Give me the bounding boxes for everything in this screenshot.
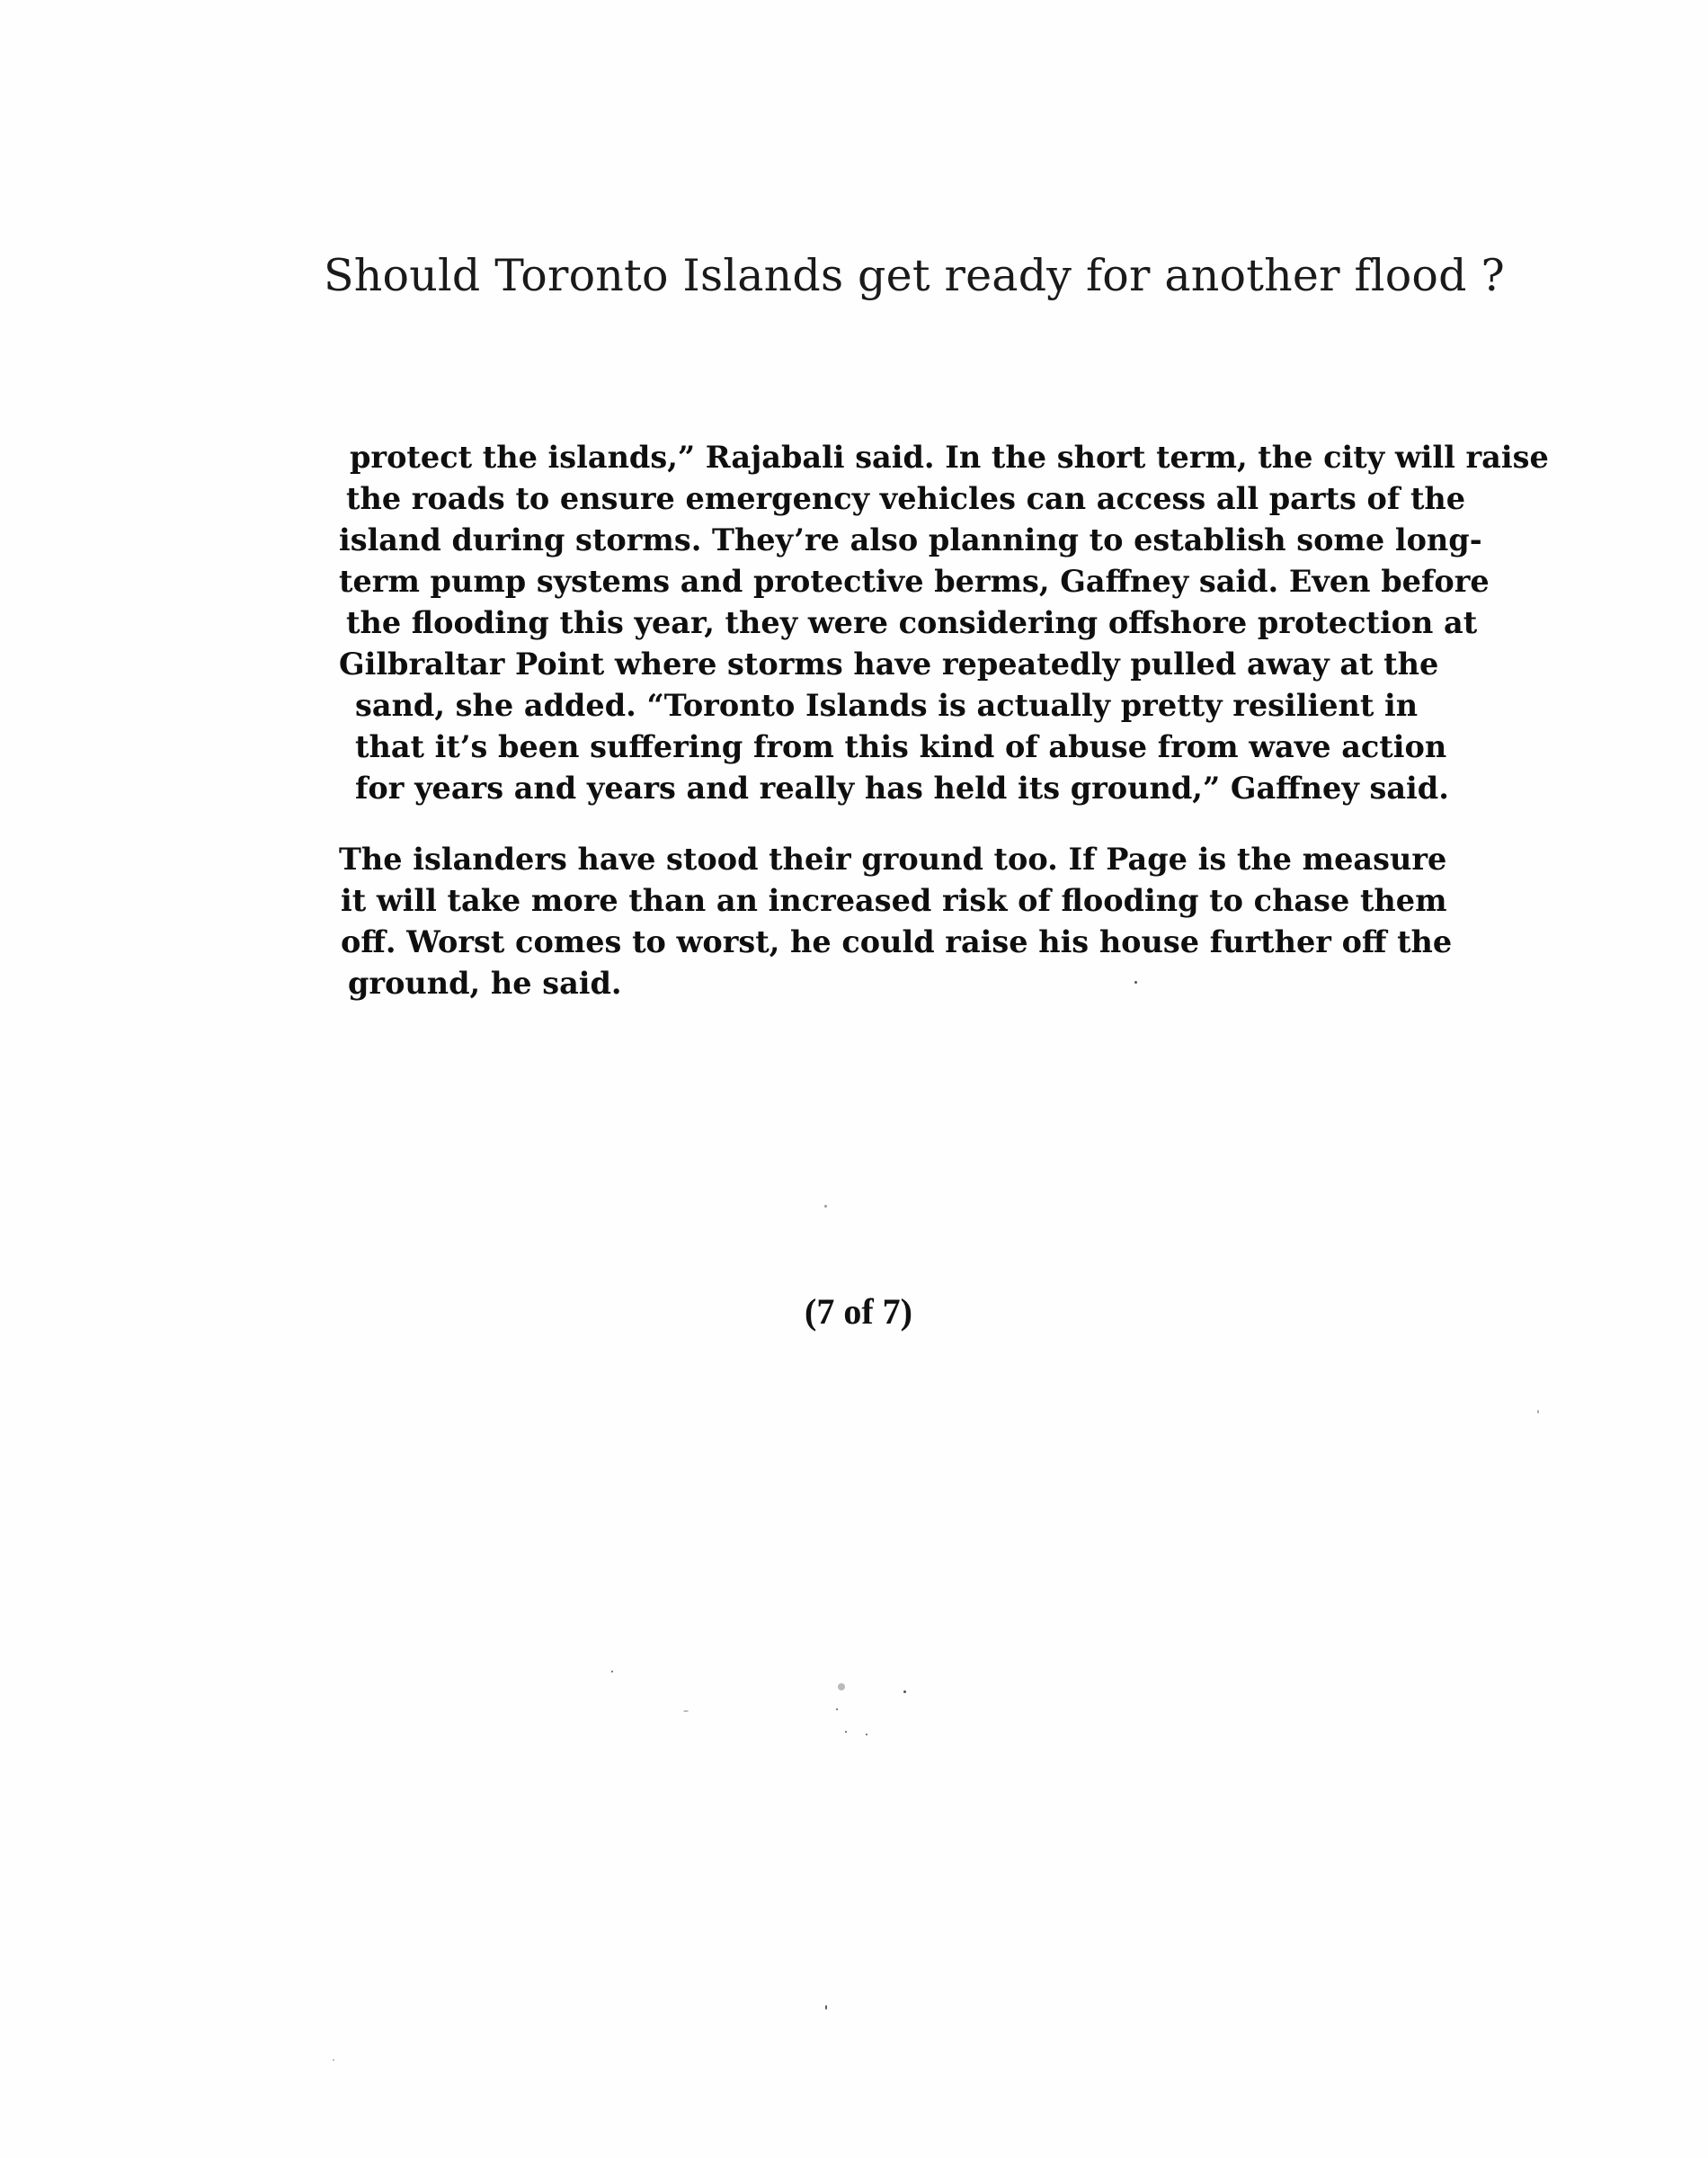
paragraph-1 bbox=[337, 437, 1549, 809]
paragraph-line: protect the islands,” Rajabali said. In the short term, the city will raise bbox=[350, 440, 1549, 475]
scan-speck bbox=[333, 2059, 334, 2061]
scan-speck bbox=[683, 1710, 689, 1712]
scan-speck bbox=[824, 1205, 827, 1208]
scan-speck bbox=[1134, 981, 1137, 984]
paragraph-2 bbox=[337, 839, 1453, 1004]
paragraph-line: Gilbraltar Point where storms have repeatedly pulled away at the bbox=[339, 647, 1439, 682]
scan-speck bbox=[845, 1731, 847, 1733]
scan-speck bbox=[1537, 1410, 1539, 1413]
paragraph-line: ground, he said. bbox=[348, 966, 622, 1001]
paragraph-line: sand, she added. “Toronto Islands is actually pretty resilient in bbox=[355, 688, 1419, 723]
paragraph-line: the roads to ensure emergency vehicles can access all parts of the bbox=[346, 481, 1466, 516]
scan-speck bbox=[611, 1671, 613, 1672]
scan-speck bbox=[866, 1734, 867, 1735]
scan-speck bbox=[838, 1683, 845, 1690]
paragraph-line: off. Worst comes to worst, he could raise his house further off the bbox=[341, 924, 1453, 959]
page-number: (7 of 7) bbox=[805, 1291, 912, 1332]
scan-speck bbox=[836, 1708, 838, 1710]
scan-speck bbox=[825, 2005, 827, 2010]
paragraph-line: The islanders have stood their ground too. If Page is the measure bbox=[339, 842, 1447, 877]
scan-speck bbox=[903, 1690, 906, 1693]
paragraph-line: the flooding this year, they were considering offshore protection at bbox=[346, 605, 1478, 640]
page-title: Should Toronto Islands get ready for another flood ? bbox=[324, 250, 1505, 301]
paragraph-line: for years and years and really has held its ground,” Gaffney said. bbox=[355, 771, 1449, 806]
paragraph-line: that it’s been suffering from this kind of abuse from wave action bbox=[355, 729, 1447, 764]
paragraph-line: it will take more than an increased risk of flooding to chase them bbox=[341, 883, 1447, 918]
paragraph-line: term pump systems and protective berms, Gaffney said. Even before bbox=[339, 564, 1490, 599]
paragraph-line: island during storms. They’re also planning to establish some long- bbox=[339, 522, 1482, 557]
